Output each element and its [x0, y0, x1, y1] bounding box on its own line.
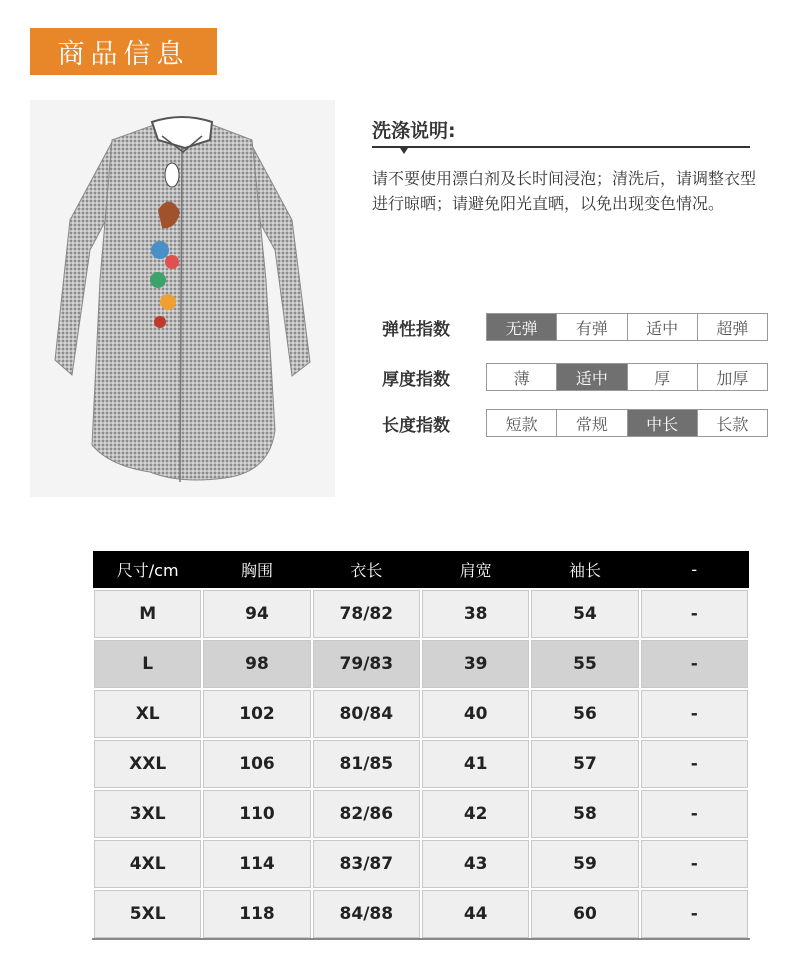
table-cell: 56 — [530, 689, 639, 739]
index-label: 长度指数 — [382, 415, 450, 436]
table-cell: 102 — [202, 689, 311, 739]
column-header: 袖长 — [530, 551, 639, 589]
table-cell: 118 — [202, 889, 311, 939]
index-option: 短款 — [487, 410, 557, 436]
table-row — [93, 639, 749, 689]
table-cell: - — [640, 789, 749, 839]
table-cell: M — [93, 589, 202, 639]
table-cell: - — [640, 739, 749, 789]
table-cell: 79/83 — [312, 639, 421, 689]
table-cell: 57 — [530, 739, 639, 789]
size-chart-table — [92, 551, 750, 940]
index-label: 厚度指数 — [382, 369, 450, 390]
table-cell: 80/84 — [312, 689, 421, 739]
index-option: 常规 — [557, 410, 627, 436]
table-row — [93, 839, 749, 889]
table-row — [93, 789, 749, 839]
table-cell: 5XL — [93, 889, 202, 939]
table-cell: 38 — [421, 589, 530, 639]
wash-instructions-text: 请不要使用漂白剂及长时间浸泡；清洗后，请调整衣型进行晾晒；请避免阳光直晒，以免出现变色情况。 — [372, 169, 757, 213]
table-cell: 41 — [421, 739, 530, 789]
size-chart-header-row — [93, 551, 749, 589]
index-option: 厚 — [628, 364, 698, 390]
table-cell: 39 — [421, 639, 530, 689]
divider-pointer-icon — [400, 148, 408, 154]
table-cell: - — [640, 589, 749, 639]
index-scale — [486, 363, 768, 391]
table-row — [93, 589, 749, 639]
table-cell: 82/86 — [312, 789, 421, 839]
table-cell: 55 — [530, 639, 639, 689]
index-scale — [486, 313, 768, 341]
table-cell: 81/85 — [312, 739, 421, 789]
index-option: 有弹 — [557, 314, 627, 340]
table-cell: 54 — [530, 589, 639, 639]
table-cell: 98 — [202, 639, 311, 689]
index-row-thickness — [382, 362, 768, 392]
table-cell: 114 — [202, 839, 311, 889]
table-row — [93, 689, 749, 739]
product-photo — [30, 100, 335, 497]
table-cell: 110 — [202, 789, 311, 839]
divider — [372, 146, 750, 148]
section-title: 商品信息 — [57, 39, 190, 70]
table-cell: 84/88 — [312, 889, 421, 939]
table-cell: - — [640, 839, 749, 889]
table-cell: 4XL — [93, 839, 202, 889]
index-row-length — [382, 408, 768, 438]
column-header: 衣长 — [312, 551, 421, 589]
index-option: 适中 — [557, 364, 627, 390]
column-header: 尺寸/cm — [93, 551, 202, 589]
column-header: 肩宽 — [421, 551, 530, 589]
index-option: 无弹 — [487, 314, 557, 340]
table-cell: 58 — [530, 789, 639, 839]
table-cell: 44 — [421, 889, 530, 939]
table-cell: XXL — [93, 739, 202, 789]
table-cell: - — [640, 639, 749, 689]
table-cell: - — [640, 689, 749, 739]
column-header: - — [640, 551, 749, 589]
index-scale — [486, 409, 768, 437]
wash-instructions-title: 洗涤说明: — [372, 120, 456, 142]
table-cell: 106 — [202, 739, 311, 789]
index-row-elasticity — [382, 312, 768, 342]
table-cell: 83/87 — [312, 839, 421, 889]
table-cell: 59 — [530, 839, 639, 889]
table-cell: 94 — [202, 589, 311, 639]
index-option: 长款 — [716, 414, 749, 434]
table-cell: 40 — [421, 689, 530, 739]
index-label: 弹性指数 — [382, 319, 450, 340]
table-cell: L — [93, 639, 202, 689]
table-cell: 42 — [421, 789, 530, 839]
section-title-badge — [30, 28, 217, 75]
table-cell: XL — [93, 689, 202, 739]
shirt-illustration — [30, 100, 335, 497]
table-row — [93, 889, 749, 939]
table-cell: 60 — [530, 889, 639, 939]
table-cell: 3XL — [93, 789, 202, 839]
index-option: 适中 — [628, 314, 698, 340]
table-cell: 78/82 — [312, 589, 421, 639]
table-row — [93, 739, 749, 789]
index-option: 超弹 — [716, 318, 749, 338]
table-cell: 43 — [421, 839, 530, 889]
index-option: 中长 — [628, 410, 698, 436]
table-cell: - — [640, 889, 749, 939]
index-option: 薄 — [487, 364, 557, 390]
column-header: 胸围 — [202, 551, 311, 589]
index-option: 加厚 — [716, 368, 749, 388]
